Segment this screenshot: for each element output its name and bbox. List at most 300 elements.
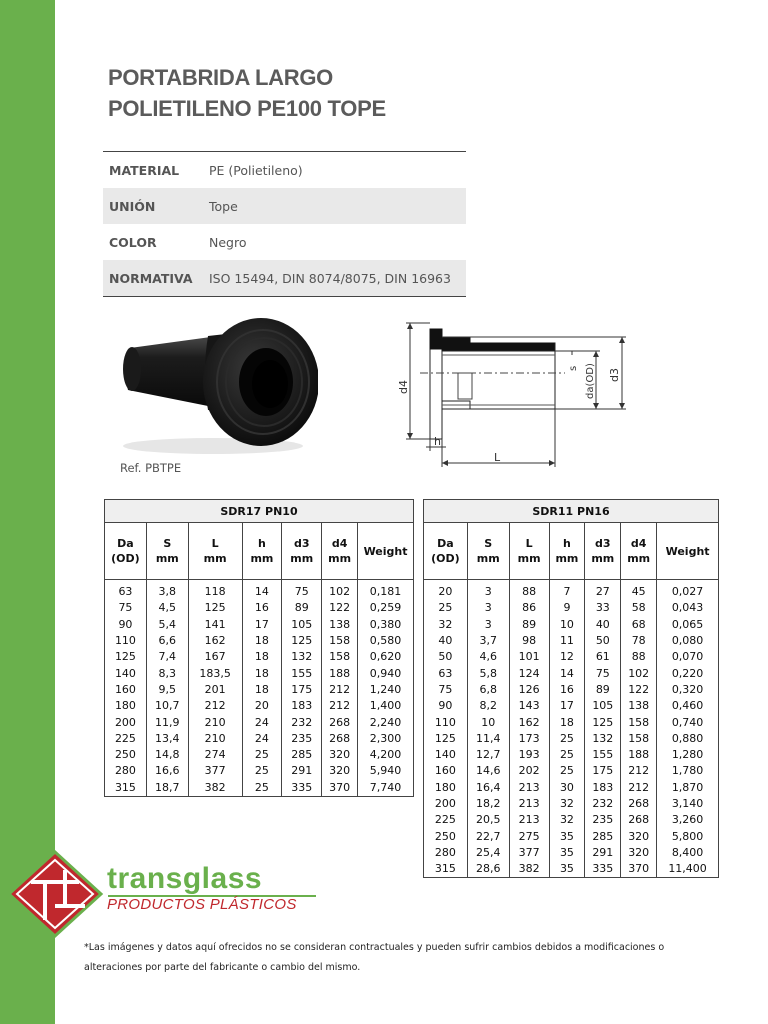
table-cell: 14	[549, 665, 585, 681]
table-row	[105, 698, 414, 714]
spec-value: PE (Polietileno)	[209, 162, 303, 178]
table-cell: 75	[585, 665, 621, 681]
table-cell: 102	[621, 665, 657, 681]
table-row	[424, 828, 719, 844]
table-cell: 0,220	[657, 665, 719, 681]
table-row	[105, 763, 414, 779]
column-header-row	[424, 523, 719, 580]
spec-table	[103, 151, 466, 297]
table-cell: 320	[322, 747, 358, 763]
table-cell: 3	[467, 600, 509, 616]
table-cell: 20	[424, 580, 468, 601]
column-header	[621, 523, 657, 580]
table-cell: 14,8	[146, 747, 188, 763]
table-cell: 162	[509, 714, 549, 730]
table-cell: 315	[424, 861, 468, 878]
table-cell: 140	[105, 665, 147, 681]
table-title: SDR17 PN10	[105, 500, 414, 523]
table-row	[424, 649, 719, 665]
table-cell: 40	[424, 633, 468, 649]
spec-label: COLOR	[109, 234, 157, 250]
table-row	[424, 845, 719, 861]
table-cell: 158	[322, 633, 358, 649]
table-cell: 18,2	[467, 796, 509, 812]
table-cell: 280	[424, 845, 468, 861]
table-cell: 14	[242, 580, 282, 601]
spec-row-standard	[103, 260, 466, 296]
column-header	[585, 523, 621, 580]
table-cell: 89	[585, 682, 621, 698]
table-cell: 16	[242, 600, 282, 616]
table-cell: 11	[549, 633, 585, 649]
table-cell: 11,400	[657, 861, 719, 878]
table-cell: 167	[188, 649, 242, 665]
table-cell: 30	[549, 780, 585, 796]
table-cell: 75	[424, 682, 468, 698]
table-cell: 280	[105, 763, 147, 779]
table-cell: 90	[105, 617, 147, 633]
table-cell: 3,8	[146, 580, 188, 601]
table-cell: 35	[549, 861, 585, 878]
table-row	[424, 698, 719, 714]
table-cell: 0,027	[657, 580, 719, 601]
column-header	[509, 523, 549, 580]
column-header-text: mm	[555, 552, 579, 565]
column-header-text: mm	[328, 552, 352, 565]
table-cell: 235	[282, 731, 322, 747]
column-header-row	[105, 523, 414, 580]
column-header-text: mm	[517, 552, 541, 565]
table-cell: 102	[322, 580, 358, 601]
table-cell: 0,080	[657, 633, 719, 649]
table-cell: 250	[105, 747, 147, 763]
table-cell: 180	[424, 780, 468, 796]
disclaimer-text: *Las imágenes y datos aquí ofrecidos no se consideran contractuales y pueden sufrir cambios debidos a modificaciones o alteraciones por parte del fabricante o cambio del mismo.	[84, 942, 665, 973]
table-row	[105, 780, 414, 797]
column-header-text: S	[484, 537, 493, 550]
table-row	[424, 580, 719, 601]
table-cell: 3	[467, 617, 509, 633]
column-header-text: Da	[117, 537, 134, 550]
table-cell: 88	[509, 580, 549, 601]
table-cell: 78	[621, 633, 657, 649]
column-header	[322, 523, 358, 580]
table-row	[424, 665, 719, 681]
table-cell: 50	[585, 633, 621, 649]
table-cell: 268	[322, 731, 358, 747]
table-cell: 268	[322, 714, 358, 730]
table-cell: 12	[549, 649, 585, 665]
table-cell: 105	[282, 617, 322, 633]
table-cell: 210	[188, 714, 242, 730]
table-cell: 88	[621, 649, 657, 665]
table-cell: 143	[509, 698, 549, 714]
table-cell: 175	[585, 763, 621, 779]
table-cell: 1,280	[657, 747, 719, 763]
table-cell: 28,6	[467, 861, 509, 878]
table-cell: 141	[188, 617, 242, 633]
table-cell: 175	[282, 682, 322, 698]
table-cell: 200	[105, 714, 147, 730]
table-row	[424, 714, 719, 730]
table-cell: 0,580	[358, 633, 414, 649]
table-cell: 212	[322, 682, 358, 698]
table-cell: 180	[105, 698, 147, 714]
table-cell: 63	[424, 665, 468, 681]
table-cell: 20	[242, 698, 282, 714]
table-cell: 5,4	[146, 617, 188, 633]
table-cell: 17	[242, 617, 282, 633]
table-cell: 320	[621, 845, 657, 861]
table-row	[424, 600, 719, 616]
table-cell: 75	[282, 580, 322, 601]
table-cell: 10,7	[146, 698, 188, 714]
column-header	[105, 523, 147, 580]
table-cell: 8,2	[467, 698, 509, 714]
table-cell: 18	[242, 649, 282, 665]
spec-row-color	[103, 224, 466, 260]
title-line-1: PORTABRIDA LARGO	[108, 65, 333, 90]
table-cell: 212	[621, 780, 657, 796]
table-cell: 138	[322, 617, 358, 633]
table-cell: 5,940	[358, 763, 414, 779]
table-cell: 3	[467, 580, 509, 601]
table-cell: 18	[549, 714, 585, 730]
table-cell: 225	[105, 731, 147, 747]
table-cell: 183	[282, 698, 322, 714]
column-header-text: Da	[437, 537, 454, 550]
spec-label: UNIÓN	[109, 198, 156, 214]
table-cell: 124	[509, 665, 549, 681]
table-row	[105, 617, 414, 633]
table-row	[424, 682, 719, 698]
product-photo	[108, 308, 318, 458]
table-cell: 0,043	[657, 600, 719, 616]
table-cell: 3,140	[657, 796, 719, 812]
column-header-text: d3	[294, 537, 310, 550]
table-cell: 155	[282, 665, 322, 681]
table-cell: 89	[509, 617, 549, 633]
table-cell: 335	[282, 780, 322, 797]
table-body	[424, 580, 719, 878]
table-cell: 202	[509, 763, 549, 779]
table-cell: 158	[621, 714, 657, 730]
table-cell: 0,070	[657, 649, 719, 665]
technical-drawing	[390, 315, 640, 475]
table-cell: 183,5	[188, 665, 242, 681]
column-header-text: h	[258, 537, 266, 550]
title-line-2: POLIETILENO PE100 TOPE	[108, 96, 386, 121]
column-header-text: L	[211, 537, 219, 550]
dim-label-d3: d3	[608, 368, 621, 382]
table-body	[105, 580, 414, 797]
table-cell: 6,6	[146, 633, 188, 649]
table-cell: 5,800	[657, 828, 719, 844]
table-cell: 13,4	[146, 731, 188, 747]
column-header	[242, 523, 282, 580]
column-header	[188, 523, 242, 580]
table-cell: 173	[509, 731, 549, 747]
table-row	[105, 600, 414, 616]
table-cell: 193	[509, 747, 549, 763]
table-cell: 125	[188, 600, 242, 616]
column-header-text: (OD)	[431, 552, 460, 565]
table-cell: 126	[509, 682, 549, 698]
table-cell: 7	[549, 580, 585, 601]
table-cell: 24	[242, 731, 282, 747]
spec-value: Negro	[209, 234, 247, 250]
table-cell: 0,460	[657, 698, 719, 714]
table-cell: 9	[549, 600, 585, 616]
table-cell: 1,240	[358, 682, 414, 698]
data-table-sdr17	[104, 499, 414, 797]
table-cell: 14,6	[467, 763, 509, 779]
table-cell: 268	[621, 796, 657, 812]
table-row	[424, 731, 719, 747]
table-cell: 9,5	[146, 682, 188, 698]
table-cell: 158	[322, 649, 358, 665]
table-cell: 7,4	[146, 649, 188, 665]
table-cell: 32	[549, 812, 585, 828]
table-cell: 370	[621, 861, 657, 878]
table-cell: 18	[242, 682, 282, 698]
table-cell: 86	[509, 600, 549, 616]
table-cell: 125	[585, 714, 621, 730]
table-cell: 315	[105, 780, 147, 797]
table-cell: 32	[424, 617, 468, 633]
dim-label-da: da(OD)	[585, 363, 596, 399]
table-cell: 17	[549, 698, 585, 714]
table-cell: 188	[322, 665, 358, 681]
table-cell: 125	[282, 633, 322, 649]
table-cell: 18	[242, 633, 282, 649]
table-cell: 291	[585, 845, 621, 861]
table-cell: 8,400	[657, 845, 719, 861]
table-cell: 25	[549, 731, 585, 747]
table-cell: 22,7	[467, 828, 509, 844]
table-cell: 16,6	[146, 763, 188, 779]
table-cell: 125	[105, 649, 147, 665]
table-cell: 12,7	[467, 747, 509, 763]
table-cell: 132	[282, 649, 322, 665]
table-title: SDR11 PN16	[424, 500, 719, 523]
spec-label: MATERIAL	[109, 162, 180, 178]
column-header	[146, 523, 188, 580]
table-cell: 235	[585, 812, 621, 828]
table-cell: 1,400	[358, 698, 414, 714]
table-cell: 2,240	[358, 714, 414, 730]
table-cell: 212	[322, 698, 358, 714]
table-cell: 27	[585, 580, 621, 601]
table-row	[105, 649, 414, 665]
table-row	[105, 665, 414, 681]
table-row	[424, 747, 719, 763]
spec-row-material	[103, 152, 466, 188]
table-cell: 0,880	[657, 731, 719, 747]
table-cell: 10	[467, 714, 509, 730]
table-cell: 0,320	[657, 682, 719, 698]
table-cell: 16,4	[467, 780, 509, 796]
table-cell: 2,300	[358, 731, 414, 747]
table-cell: 18	[242, 665, 282, 681]
table-cell: 377	[188, 763, 242, 779]
table-row	[424, 780, 719, 796]
table-cell: 201	[188, 682, 242, 698]
dim-label-s: s	[568, 365, 579, 371]
table-cell: 213	[509, 812, 549, 828]
table-cell: 35	[549, 845, 585, 861]
table-cell: 33	[585, 600, 621, 616]
column-header-text: d4	[630, 537, 647, 550]
table-cell: 25	[242, 747, 282, 763]
table-cell: 122	[621, 682, 657, 698]
column-header-text: mm	[476, 552, 500, 565]
dim-label-h: h	[434, 435, 441, 448]
table-row	[424, 633, 719, 649]
table-row	[105, 731, 414, 747]
table-row	[105, 682, 414, 698]
table-cell: 232	[585, 796, 621, 812]
table-cell: 138	[621, 698, 657, 714]
table-cell: 25	[549, 747, 585, 763]
table-cell: 140	[424, 747, 468, 763]
product-reference: Ref. PBTPE	[120, 461, 182, 475]
table-cell: 0,940	[358, 665, 414, 681]
table-cell: 6,8	[467, 682, 509, 698]
table-cell: 50	[424, 649, 468, 665]
table-cell: 58	[621, 600, 657, 616]
column-header-text: S	[163, 537, 172, 550]
column-header-text: Weight	[363, 544, 408, 558]
data-table-sdr11	[423, 499, 719, 878]
column-header-text: mm	[627, 552, 651, 565]
spec-label: NORMATIVA	[109, 270, 193, 286]
table-cell: 212	[621, 763, 657, 779]
spec-value: ISO 15494, DIN 8074/8075, DIN 16963	[209, 270, 451, 286]
column-header-text: Weight	[665, 544, 710, 558]
table-cell: 25	[424, 600, 468, 616]
transglass-logo-mark	[5, 850, 105, 938]
table-cell: 11,4	[467, 731, 509, 747]
table-cell: 125	[424, 731, 468, 747]
table-cell: 320	[322, 763, 358, 779]
table-cell: 89	[282, 600, 322, 616]
table-cell: 25	[242, 763, 282, 779]
column-header	[282, 523, 322, 580]
dim-label-d4: d4	[397, 380, 410, 394]
table-cell: 25	[242, 780, 282, 797]
table-cell: 3,7	[467, 633, 509, 649]
table-cell: 1,870	[657, 780, 719, 796]
table-cell: 132	[585, 731, 621, 747]
table-cell: 25,4	[467, 845, 509, 861]
column-header	[358, 523, 414, 580]
table-cell: 35	[549, 828, 585, 844]
column-header-text: mm	[203, 552, 227, 565]
table-cell: 162	[188, 633, 242, 649]
table-cell: 118	[188, 580, 242, 601]
table-row	[424, 617, 719, 633]
column-header-text: (OD)	[111, 552, 140, 565]
column-header-text: mm	[290, 552, 314, 565]
table-cell: 370	[322, 780, 358, 797]
table-cell: 250	[424, 828, 468, 844]
table-cell: 4,5	[146, 600, 188, 616]
table-cell: 213	[509, 796, 549, 812]
table-cell: 213	[509, 780, 549, 796]
table-cell: 0,380	[358, 617, 414, 633]
table-cell: 5,8	[467, 665, 509, 681]
column-header-text: mm	[155, 552, 179, 565]
table-cell: 160	[105, 682, 147, 698]
table-cell: 25	[549, 763, 585, 779]
table-row	[105, 747, 414, 763]
table-row	[424, 861, 719, 878]
table-cell: 122	[322, 600, 358, 616]
table-row	[105, 580, 414, 601]
spec-value: Tope	[209, 198, 238, 214]
table-cell: 0,740	[657, 714, 719, 730]
table-cell: 24	[242, 714, 282, 730]
spec-row-union	[103, 188, 466, 224]
table-cell: 382	[509, 861, 549, 878]
table-cell: 0,065	[657, 617, 719, 633]
table-cell: 10	[549, 617, 585, 633]
column-header-text: h	[563, 537, 571, 550]
column-header-text: d3	[595, 537, 611, 550]
table-cell: 20,5	[467, 812, 509, 828]
table-cell: 285	[282, 747, 322, 763]
table-cell: 285	[585, 828, 621, 844]
table-row	[424, 796, 719, 812]
table-cell: 4,200	[358, 747, 414, 763]
table-cell: 105	[585, 698, 621, 714]
table-cell: 200	[424, 796, 468, 812]
table-cell: 101	[509, 649, 549, 665]
table-cell: 61	[585, 649, 621, 665]
brand-tagline: PRODUCTOS PLÁSTICOS	[107, 896, 297, 913]
table-cell: 183	[585, 780, 621, 796]
table-cell: 320	[621, 828, 657, 844]
page-title	[108, 62, 386, 124]
table-cell: 377	[509, 845, 549, 861]
table-cell: 335	[585, 861, 621, 878]
table-cell: 11,9	[146, 714, 188, 730]
table-cell: 16	[549, 682, 585, 698]
table-cell: 98	[509, 633, 549, 649]
table-cell: 68	[621, 617, 657, 633]
column-header-text: mm	[250, 552, 274, 565]
table-cell: 291	[282, 763, 322, 779]
column-header-text: d4	[331, 537, 348, 550]
table-row	[105, 633, 414, 649]
table-cell: 75	[105, 600, 147, 616]
table-cell: 18,7	[146, 780, 188, 797]
table-cell: 382	[188, 780, 242, 797]
table-cell: 7,740	[358, 780, 414, 797]
table-row	[424, 812, 719, 828]
table-cell: 45	[621, 580, 657, 601]
table-cell: 0,259	[358, 600, 414, 616]
column-header	[467, 523, 509, 580]
table-cell: 63	[105, 580, 147, 601]
table-cell: 210	[188, 731, 242, 747]
table-row	[424, 763, 719, 779]
table-cell: 4,6	[467, 649, 509, 665]
table-cell: 275	[509, 828, 549, 844]
table-cell: 232	[282, 714, 322, 730]
table-cell: 274	[188, 747, 242, 763]
